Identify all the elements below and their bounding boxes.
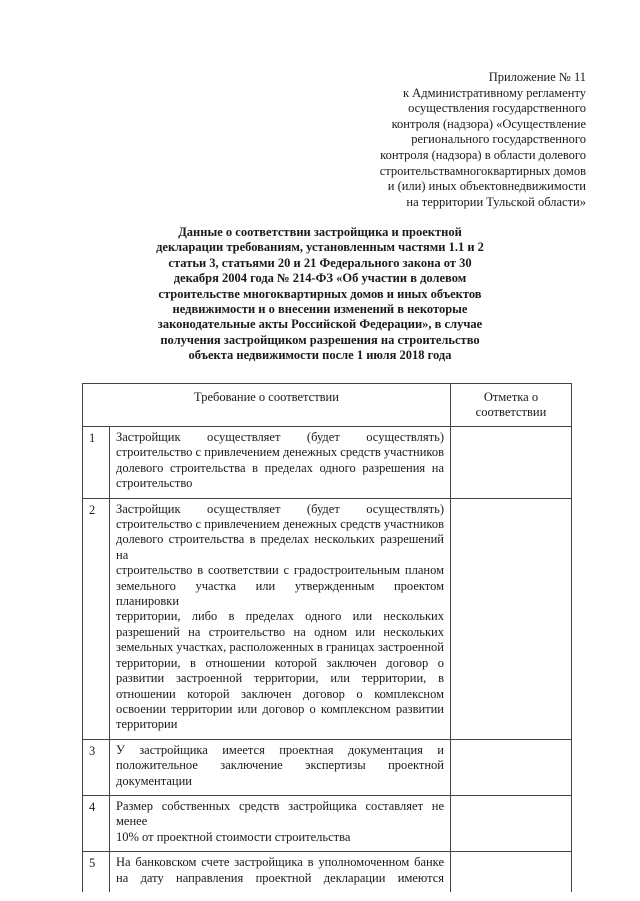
appendix-line: и (или) иных объектовнедвижимости [387,179,586,194]
row-mark-cell[interactable] [451,852,572,892]
requirements-table [82,383,572,892]
row-mark-cell[interactable] [451,498,572,739]
text-line: Застройщик осуществляет (будет осуществлять) [116,430,444,444]
text-line: освоении территории или договор о комплексном развитии [116,701,444,716]
text-line: долевого строительства в пределах нескольких разрешений на [116,532,444,562]
row-requirement-text [110,795,451,851]
row-requirement-text [110,427,451,499]
text-line: У застройщика имеется проектная документация и [116,742,444,757]
appendix-line: строительствамногоквартирных домов [379,163,586,178]
title-line: недвижимости и о внесении изменений в некоторые [172,302,468,317]
header-requirement: Требование о соответствии [83,384,451,427]
title-line: законодательные акты Российской Федерации», в случае [157,317,483,332]
title-line: получения застройщиком разрешения на строительство [160,332,480,347]
text-line: долевого строительства в пределах одного разрешения на [116,460,444,475]
text-line: отношении которой заключен договор о комплексном [116,686,444,701]
table-row [83,852,572,892]
text-line: земельного участка или утвержденным проектом планировки [116,578,444,609]
row-number: 4 [83,795,110,851]
text-line: территории, в отношении которой заключен договор о [116,655,444,670]
title-line: Данные о соответствии застройщика и проектной [178,225,462,239]
text-line: 10% от проектной стоимости строительства [116,829,351,844]
row-requirement-text [110,739,451,795]
text-line: документации [116,773,192,788]
text-line: территории [116,717,178,732]
table-row [83,498,572,739]
text-line: строительство [116,476,193,491]
title-line: строительстве многоквартирных домов и иных объектов [158,286,482,301]
row-mark-cell[interactable] [451,739,572,795]
table-header-row [83,384,572,427]
appendix-block [286,70,586,210]
appendix-line: контроля (надзора) в области долевого [380,147,586,162]
row-mark-cell[interactable] [451,427,572,499]
text-line: положительное заключение экспертизы проектной [116,758,444,773]
text-line: строительство с привлечением денежных средств участников [116,445,444,460]
row-requirement-text [110,852,451,892]
text-line: Размер собственных средств застройщика составляет не менее [116,798,444,829]
text-line: строительство с привлечением денежных средств участников [116,517,444,532]
text-line: На банковском счете застройщика в уполномоченном банке [116,855,444,870]
header-mark-line: соответствии [475,405,547,420]
title-line: декларации требованиям, установленным частями 1.1 и 2 [156,240,484,255]
appendix-line: осуществления государственного [408,101,586,116]
appendix-line: контроля (надзора) «Осуществление [391,116,586,131]
row-number: 2 [83,498,110,739]
row-mark-cell[interactable] [451,795,572,851]
text-line: территории, либо в пределах одного или нескольких [116,609,444,624]
appendix-line: регионального государственного [411,132,586,147]
row-requirement-text [110,498,451,739]
title-line: статьи 3, статьями 20 и 21 Федерального закона от 30 [168,255,472,270]
row-number: 5 [83,852,110,892]
appendix-line: Приложение № 11 [488,70,586,84]
table-row [83,739,572,795]
table-row [83,795,572,851]
title-line: декабря 2004 года № 214-ФЗ «Об участии в долевом [173,271,467,286]
appendix-line: на территории Тульской области» [406,194,586,209]
text-line: на дату направления проектной декларации имеются [116,870,444,885]
title-line: объекта недвижимости после 1 июля 2018 года [188,348,452,363]
document-title [120,225,520,364]
header-mark-line: Отметка о [483,390,539,404]
table-row [83,427,572,499]
text-line: развитии застроенной территории, или территории, в [116,671,444,686]
header-mark [451,384,572,427]
text-line: Застройщик осуществляет (будет осуществлять) [116,501,444,516]
appendix-line: к Административному регламенту [402,85,586,100]
row-number: 1 [83,427,110,499]
text-line: разрешений на строительство на одном или нескольких [116,624,444,639]
text-line: строительство в соответствии с градостроительным планом [116,563,444,578]
text-line: земельных участках, расположенных в границах застроенной [116,640,444,655]
row-number: 3 [83,739,110,795]
